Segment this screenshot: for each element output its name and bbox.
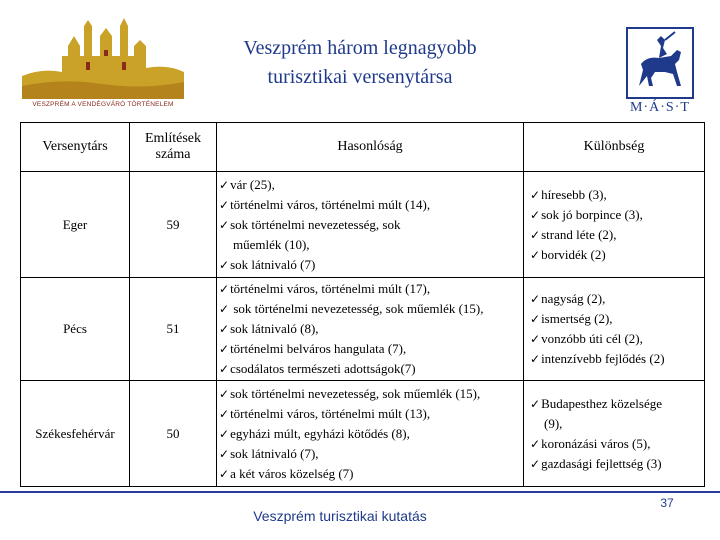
check-mark-icon: ✓ [219, 362, 230, 376]
list-item-text: borvidék (2) [541, 246, 606, 262]
list-item-text: sok látnivaló (7), [230, 445, 319, 461]
list-item [530, 245, 704, 265]
list-item-text: történelmi belváros hangulata (7), [230, 341, 407, 356]
list-item-text: csodálatos természeti adottságok(7) [230, 361, 416, 376]
check-mark-icon: ✓ [530, 312, 541, 326]
list-item [530, 349, 704, 369]
check-mark-icon: ✓ [219, 466, 230, 481]
list-item [219, 255, 523, 275]
table-header-row [21, 123, 705, 172]
check-mark-icon: ✓ [219, 322, 230, 336]
title-line-1: Veszprém három legnagyobb [243, 37, 477, 59]
logo-tagline: VESZPRÉM A VENDÉGVÁRÓ TÖRTÉNELEM [22, 99, 184, 110]
check-mark-icon: ✓ [530, 436, 541, 451]
check-mark-icon: ✓ [530, 227, 541, 242]
list-item [219, 299, 523, 319]
list-item-text: vonzóbb úti cél (2), [541, 331, 643, 346]
list-item [219, 464, 523, 484]
list-item-continuation [530, 414, 704, 434]
list-item [530, 394, 704, 414]
similarity-cell [217, 172, 524, 278]
mast-logo [625, 26, 695, 122]
check-mark-icon: ✓ [219, 217, 230, 232]
list-item-text: sok látnivaló (8), [230, 321, 319, 336]
check-mark-icon: ✓ [219, 177, 230, 192]
mast-brand: M·Á·S·T [630, 100, 690, 115]
list-item [219, 384, 523, 404]
list-item [530, 329, 704, 349]
list-item [219, 195, 523, 215]
competitor-name: Székesfehérvár [21, 381, 130, 487]
mention-count: 51 [130, 278, 217, 381]
list-item [219, 279, 523, 299]
castle-skyline-logo-icon [22, 6, 184, 100]
list-item-continuation [219, 235, 523, 255]
list-item [530, 309, 704, 329]
check-mark-icon: ✓ [219, 426, 230, 441]
header-mentions-line2: száma [155, 147, 191, 162]
list-item [530, 225, 704, 245]
list-item-text: ismertség (2), [541, 311, 613, 326]
header-competitor: Versenytárs [21, 123, 130, 172]
list-item [219, 424, 523, 444]
list-item [219, 319, 523, 339]
page-number: 37 [660, 496, 674, 510]
list-item-text: történelmi város, történelmi múlt (14), [230, 196, 431, 212]
similarity-cell [217, 278, 524, 381]
header-mentions [130, 123, 217, 172]
difference-cell [524, 381, 705, 487]
footer-text: Veszprém turisztikai kutatás [253, 508, 427, 524]
check-mark-icon: ✓ [219, 257, 230, 272]
list-item [530, 434, 704, 454]
list-item [219, 444, 523, 464]
list-item-text: nagyság (2), [541, 291, 606, 306]
mention-count: 50 [130, 381, 217, 487]
list-item [219, 359, 523, 379]
title-line-2: turisztikai versenytársa [267, 66, 453, 88]
header-mentions-line1: Említések [145, 131, 201, 146]
list-item-text: gazdasági fejlettség (3) [541, 455, 662, 471]
table-row [21, 172, 705, 278]
list-item-text: híresebb (3), [541, 186, 607, 202]
list-item-text: koronázási város (5), [541, 435, 651, 451]
check-mark-icon: ✓ [530, 292, 541, 306]
competitor-name: Eger [21, 172, 130, 278]
check-mark-icon: ✓ [530, 456, 541, 471]
competitor-name: Pécs [21, 278, 130, 381]
check-mark-icon: ✓ [219, 342, 230, 356]
list-item-text: intenzívebb fejlődés (2) [541, 351, 665, 366]
difference-cell [524, 278, 705, 381]
header-similarity: Hasonlóság [217, 123, 524, 172]
list-item [219, 404, 523, 424]
competitor-table [20, 122, 705, 487]
list-item [219, 339, 523, 359]
list-item-text: egyházi múlt, egyházi kötődés (8), [230, 425, 410, 441]
list-item [530, 454, 704, 474]
header-difference: Különbség [524, 123, 705, 172]
list-item-text: sok történelmi nevezetesség, sok műemlék (15), [230, 301, 484, 316]
list-item-text: sok történelmi nevezetesség, sok műemlék (15), [230, 385, 481, 401]
check-mark-icon: ✓ [219, 446, 230, 461]
list-item [530, 289, 704, 309]
page-title [200, 34, 520, 92]
similarity-cell [217, 381, 524, 487]
list-item-text: történelmi város, történelmi múlt (13), [230, 405, 431, 421]
check-mark-icon: ✓ [530, 396, 541, 411]
list-item-text: (9), [544, 415, 563, 431]
check-mark-icon: ✓ [219, 282, 230, 296]
list-item-text: vár (25), [230, 176, 275, 192]
check-mark-icon: ✓ [219, 197, 230, 212]
footer-divider [0, 491, 720, 493]
difference-cell [524, 172, 705, 278]
check-mark-icon: ✓ [530, 187, 541, 202]
list-item [530, 185, 704, 205]
veszprem-logo [22, 6, 184, 110]
check-mark-icon: ✓ [530, 207, 541, 222]
list-item-text: történelmi város, történelmi múlt (17), [230, 281, 431, 296]
list-item-text: a két város közelség (7) [230, 465, 354, 481]
list-item [530, 205, 704, 225]
check-mark-icon: ✓ [530, 247, 541, 262]
table-row [21, 278, 705, 381]
list-item-text: Budapesthez közelsége [541, 395, 662, 411]
table-row [21, 381, 705, 487]
check-mark-icon: ✓ [219, 302, 230, 316]
horse-rider-logo-icon [625, 26, 695, 100]
list-item-text: sok történelmi nevezetesség, sok [230, 216, 401, 232]
list-item-text: műemlék (10), [233, 236, 310, 252]
list-item-text: sok jó borpince (3), [541, 206, 643, 222]
list-item-text: strand léte (2), [541, 226, 617, 242]
list-item-text: sok látnivaló (7) [230, 256, 316, 272]
mention-count: 59 [130, 172, 217, 278]
list-item [219, 215, 523, 235]
list-item [219, 175, 523, 195]
check-mark-icon: ✓ [219, 406, 230, 421]
check-mark-icon: ✓ [530, 332, 541, 346]
check-mark-icon: ✓ [219, 386, 230, 401]
check-mark-icon: ✓ [530, 352, 541, 366]
